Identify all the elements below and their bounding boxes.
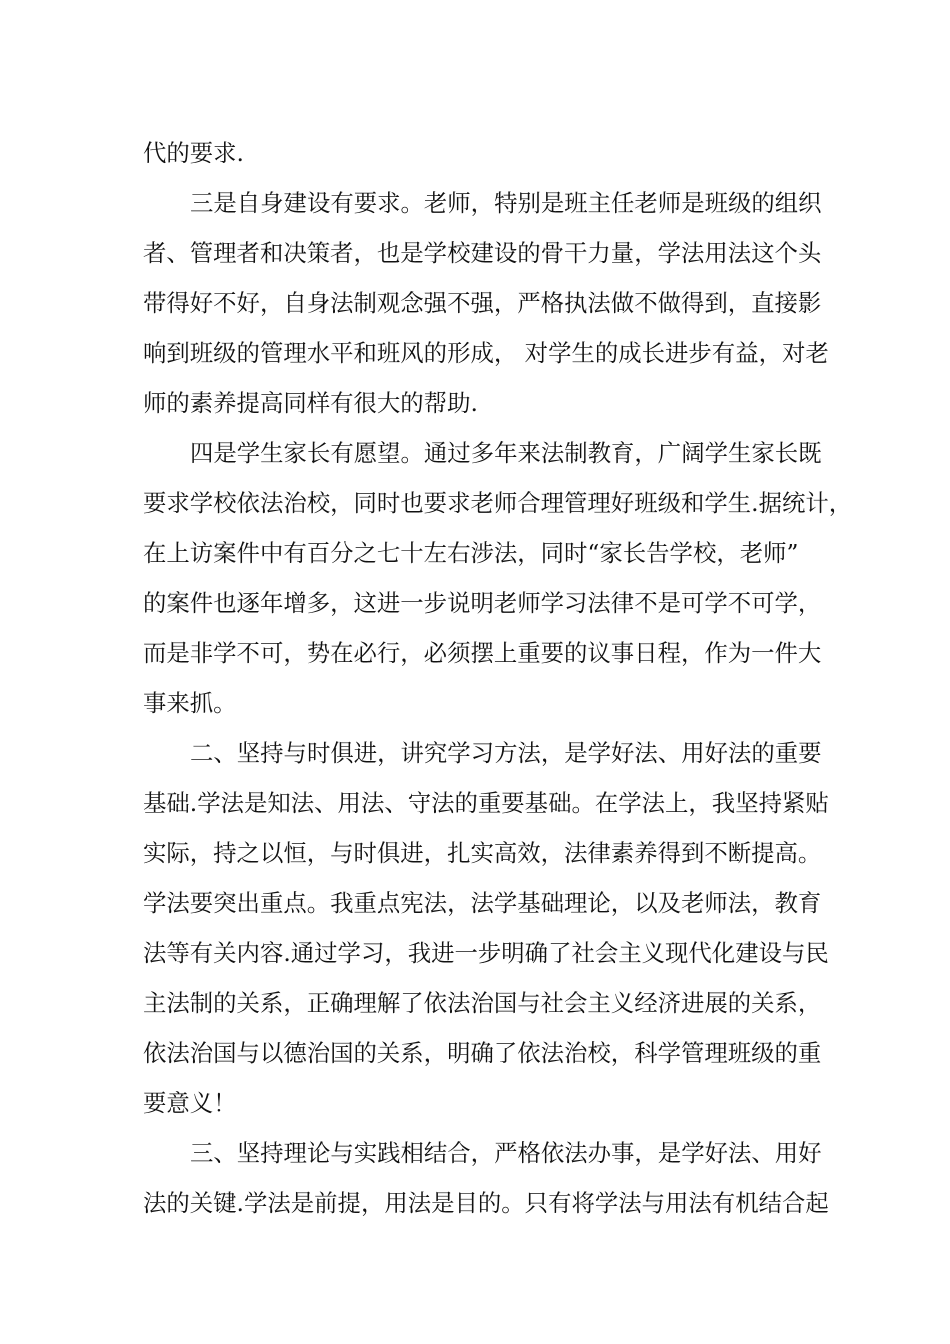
text-line: 代的要求. [143,139,244,167]
text-line: 要意义！ [143,1089,237,1117]
document-body [143,128,853,1228]
text-line: 法等有关内容.通过学习，我进一步明确了社会主义现代化建设与民 [143,939,829,967]
text-line: 法的关键.学法是前提，用法是目的。只有将学法与用法有机结合起 [143,1189,829,1217]
text-line: 的案件也逐年增多，这进一步说明老师学习法律不是可学不可学， [143,589,822,617]
text-line: 在上访案件中有百分之七十左右涉法，同时“家长告学校，老师” [143,539,799,567]
text-line: 要求学校依法治校，同时也要求老师合理管理好班级和学生.据统计， [143,489,853,517]
text-line: 基础.学法是知法、用法、守法的重要基础。在学法上，我坚持紧贴 [143,789,829,817]
paragraph-first-line: 三、坚持理论与实践相结合，严格依法办事，是学好法、用好 [190,1139,822,1167]
text-line: 主法制的关系，正确理解了依法治国与社会主义经济进展的关系， [143,989,822,1017]
text-line: 者、管理者和决策者，也是学校建设的骨干力量，学法用法这个头 [143,239,822,267]
text-line: 事来抓。 [143,689,237,717]
paragraph-first-line: 三是自身建设有要求。老师，特别是班主任老师是班级的组织 [190,189,822,217]
paragraph-first-line: 四是学生家长有愿望。通过多年来法制教育，广阔学生家长既 [190,439,822,467]
text-line: 学法要突出重点。我重点宪法，法学基础理论，以及老师法，教育 [143,889,822,917]
text-line: 实际，持之以恒，与时俱进，扎实高效，法律素养得到不断提高。 [143,839,822,867]
text-line: 师的素养提高同样有很大的帮助. [143,389,478,417]
text-line: 响到班级的管理水平和班风的形成， 对学生的成长进步有益，对老 [143,339,829,367]
paragraph-first-line: 二、坚持与时俱进，讲究学习方法，是学好法、用好法的重要 [190,739,822,767]
text-line: 依法治国与以德治国的关系，明确了依法治校，科学管理班级的重 [143,1039,822,1067]
text-line: 而是非学不可，势在必行，必须摆上重要的议事日程，作为一件大 [143,639,822,667]
text-line: 带得好不好，自身法制观念强不强，严格执法做不做得到，直接影 [143,289,822,317]
